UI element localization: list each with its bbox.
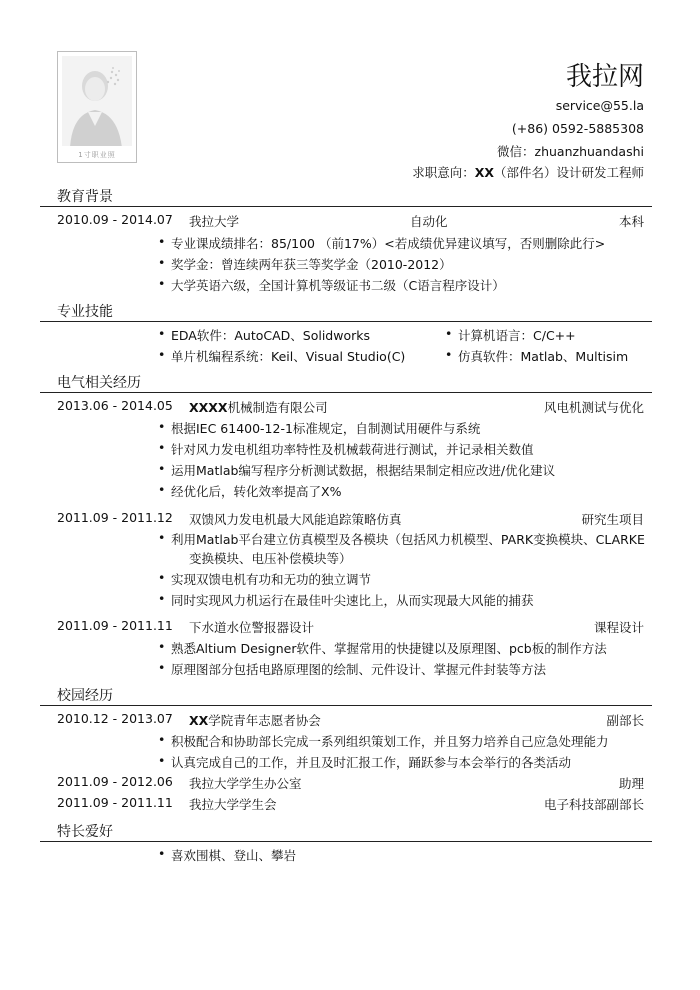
phone: (+86) 0592-5885308 <box>511 121 644 136</box>
section-divider <box>40 705 652 706</box>
profile-photo <box>57 51 137 163</box>
section-title-experience: 电气相关经历 <box>57 375 141 391</box>
organization-name: XX学院青年志愿者协会 <box>189 713 321 728</box>
degree: 本科 <box>618 214 644 229</box>
list-item: • 仿真软件：Matlab、Multisim <box>458 347 628 365</box>
experience-date: 2011.09 - 2011.12 <box>57 510 173 525</box>
role: 副部长 <box>606 713 644 728</box>
list-item: • 专业课成绩排名：85/100 （前17%）<若成绩优异建议填写，否则删除此行> <box>171 234 605 252</box>
role: 风电机测试与优化 <box>543 400 644 415</box>
person-icon <box>62 56 132 146</box>
section-divider <box>40 321 652 322</box>
list-item: • 奖学金：曾连续两年获三等奖学金（2010-2012） <box>171 255 452 273</box>
section-divider <box>40 392 652 393</box>
list-item-continuation: 变换模块、电压补偿模块等） <box>189 551 352 566</box>
organization-name: 我拉大学学生办公室 <box>189 776 302 791</box>
list-item: • 喜欢围棋、登山、攀岩 <box>171 846 296 864</box>
list-item: • 实现双馈电机有功和无功的独立调节 <box>171 570 371 588</box>
project-name: 双馈风力发电机最大风能追踪策略仿真 <box>189 512 402 527</box>
job-label: 求职意向： <box>412 165 475 180</box>
wechat-label: 微信： <box>497 144 535 159</box>
job-objective <box>412 163 644 181</box>
education-date: 2010.09 - 2014.07 <box>57 212 173 227</box>
section-title-education: 教育背景 <box>57 189 113 205</box>
avatar-silhouette <box>62 56 132 146</box>
section-title-skills: 专业技能 <box>57 304 113 320</box>
photo-caption: 1寸职业照 <box>78 151 116 159</box>
email: service@55.la <box>555 98 644 113</box>
campus-date: 2010.12 - 2013.07 <box>57 711 173 726</box>
list-item: • 针对风力发电机组功率特性及机械载荷进行测试，并记录相关数值 <box>171 440 534 458</box>
list-item: • 运用Matlab编写程序分析测试数据，根据结果制定相应改进/优化建议 <box>171 461 555 479</box>
role: 电子科技部副部长 <box>543 797 644 812</box>
list-item: • 积极配合和协助部长完成一系列组织策划工作，并且努力培养自己应急处理能力 <box>171 732 609 750</box>
list-item: • EDA软件：AutoCAD、Solidworks <box>171 326 370 344</box>
job-prefix: XX <box>474 165 494 180</box>
list-item: • 大学英语六级，全国计算机等级证书二级（C语言程序设计） <box>171 276 505 294</box>
wechat-line <box>497 142 644 160</box>
list-item: • 同时实现风力机运行在最佳叶尖速比上，从而实现最大风能的捕获 <box>171 591 534 609</box>
section-title-hobbies: 特长爱好 <box>57 824 113 840</box>
wechat-id: zhuanzhuandashi <box>534 144 644 159</box>
list-item: • 计算机语言：C/C++ <box>458 326 576 344</box>
experience-date: 2011.09 - 2011.11 <box>57 618 173 633</box>
organization-name: 我拉大学学生会 <box>189 797 277 812</box>
list-item: • 利用Matlab平台建立仿真模型及各模块（包括风力机模型、PARK变换模块、CLARKE <box>171 530 645 548</box>
experience-date: 2013.06 - 2014.05 <box>57 398 173 413</box>
section-title-campus: 校园经历 <box>57 688 113 704</box>
list-item: • 熟悉Altium Designer软件、掌握常用的快捷键以及原理图、pcb板的制作方法 <box>171 639 607 657</box>
campus-date: 2011.09 - 2012.06 <box>57 774 173 789</box>
campus-date: 2011.09 - 2011.11 <box>57 795 173 810</box>
section-divider <box>40 206 652 207</box>
list-item: • 经优化后，转化效率提高了X% <box>171 482 341 500</box>
role: 助理 <box>618 776 644 791</box>
list-item: • 认真完成自己的工作，并且及时汇报工作，踊跃参与本会举行的各类活动 <box>171 753 571 771</box>
role: 研究生项目 <box>581 512 644 527</box>
project-name: 下水道水位警报器设计 <box>189 620 315 635</box>
list-item: • 原理图部分包括电路原理图的绘制、元件设计、掌握元件封装等方法 <box>171 660 546 678</box>
list-item: • 根据IEC 61400-12-1标准规定，自制测试用硬件与系统 <box>171 419 480 437</box>
role: 课程设计 <box>593 620 644 635</box>
company-name: XXXX机械制造有限公司 <box>189 400 328 415</box>
major: 自动化 <box>410 214 448 229</box>
candidate-name: 我拉网 <box>565 62 644 92</box>
section-divider <box>40 841 652 842</box>
school-name: 我拉大学 <box>189 214 240 229</box>
list-item: • 单片机编程系统：Keil、Visual Studio(C) <box>171 347 405 365</box>
job-title: （部件名）设计研发工程师 <box>493 165 644 180</box>
